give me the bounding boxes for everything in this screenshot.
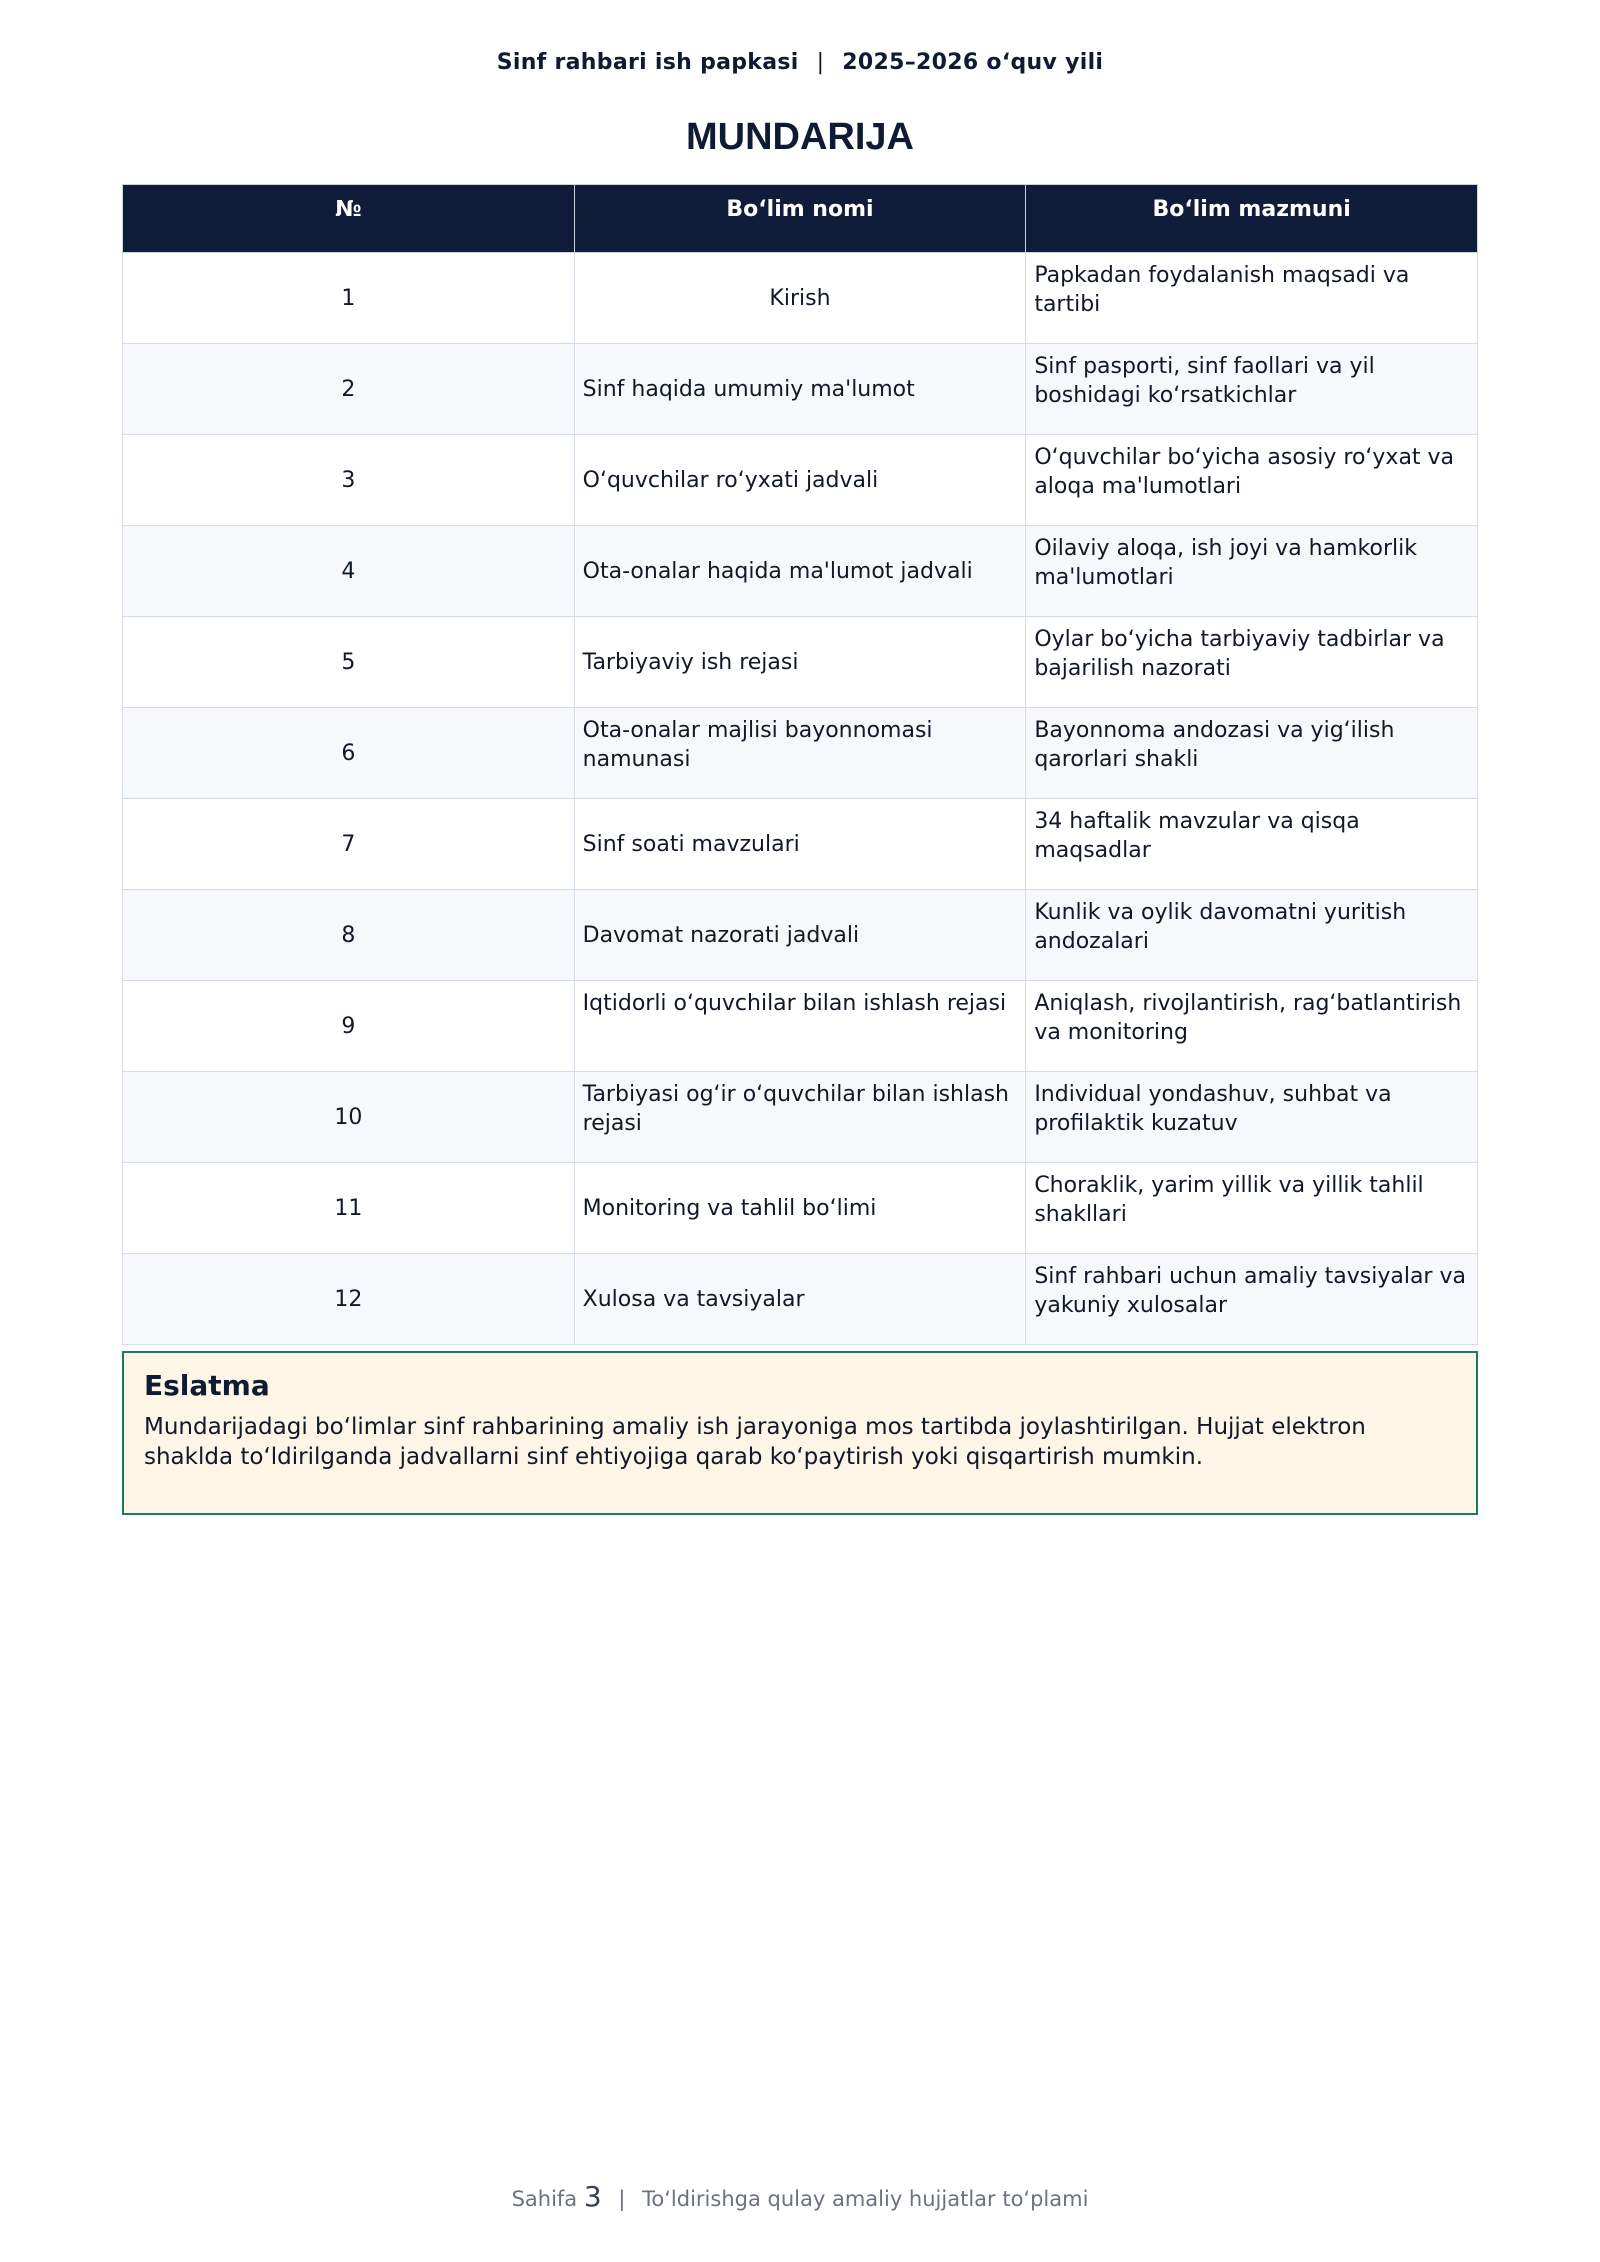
page-title: MUNDARIJA	[686, 116, 914, 158]
table-row	[123, 799, 1478, 890]
table-row	[123, 1254, 1478, 1345]
row-number: 7	[123, 799, 575, 890]
table-row	[123, 890, 1478, 981]
row-number: 6	[123, 708, 575, 799]
table-row	[123, 253, 1478, 344]
section-content: Papkadan foydalanish maqsadi va tartibi	[1026, 253, 1478, 344]
section-name: Sinf haqida umumiy ma'lumot	[574, 344, 1026, 435]
section-content: O‘quvchilar bo‘yicha asosiy ro‘yxat va aloqa ma'lumotlari	[1026, 435, 1478, 526]
section-content: Individual yondashuv, suhbat va profilaktik kuzatuv	[1026, 1072, 1478, 1163]
section-name: Sinf soati mavzulari	[574, 799, 1026, 890]
page-number: 3	[583, 2180, 602, 2213]
header-academic-year: 2025–2026 o‘quv yili	[842, 50, 1104, 75]
header-folder-title: Sinf rahbari ish papkasi	[496, 50, 799, 75]
row-number: 12	[123, 1254, 575, 1345]
contents-table	[122, 184, 1478, 1345]
section-name: Kirish	[574, 253, 1026, 344]
section-content: Aniqlash, rivojlantirish, rag‘batlantirish va monitoring	[1026, 981, 1478, 1072]
row-number: 9	[123, 981, 575, 1072]
section-name: Monitoring va tahlil bo‘limi	[574, 1163, 1026, 1254]
section-name: Ota-onalar haqida ma'lumot jadvali	[574, 526, 1026, 617]
section-name: Iqtidorli o‘quvchilar bilan ishlash rejasi	[574, 981, 1026, 1072]
row-number: 8	[123, 890, 575, 981]
footer-page-label: Sahifa	[511, 2187, 578, 2211]
table-row	[123, 435, 1478, 526]
column-header-section-content: Bo‘lim mazmuni	[1026, 185, 1478, 253]
section-name: Xulosa va tavsiyalar	[574, 1254, 1026, 1345]
section-name: Ota-onalar majlisi bayonnomasi namunasi	[574, 708, 1026, 799]
header-separator: |	[816, 50, 825, 75]
note-box	[122, 1351, 1478, 1515]
section-content: Sinf rahbari uchun amaliy tavsiyalar va yakuniy xulosalar	[1026, 1254, 1478, 1345]
row-number: 5	[123, 617, 575, 708]
table-row	[123, 1163, 1478, 1254]
page-footer	[0, 2180, 1600, 2213]
section-name: Davomat nazorati jadvali	[574, 890, 1026, 981]
section-content: Bayonnoma andozasi va yig‘ilish qarorlari shakli	[1026, 708, 1478, 799]
page-header	[0, 50, 1600, 75]
footer-separator: |	[618, 2187, 626, 2211]
note-title: Eslatma	[144, 1369, 270, 1402]
row-number: 1	[123, 253, 575, 344]
section-content: Oylar bo‘yicha tarbiyaviy tadbirlar va bajarilish nazorati	[1026, 617, 1478, 708]
row-number: 2	[123, 344, 575, 435]
column-header-number: №	[123, 185, 575, 253]
table-row	[123, 344, 1478, 435]
section-name: Tarbiyasi og‘ir o‘quvchilar bilan ishlash rejasi	[574, 1072, 1026, 1163]
row-number: 3	[123, 435, 575, 526]
section-content: Oilaviy aloqa, ish joyi va hamkorlik ma'lumotlari	[1026, 526, 1478, 617]
footer-text: To‘ldirishga qulay amaliy hujjatlar to‘plami	[642, 2187, 1089, 2211]
section-content: Choraklik, yarim yillik va yillik tahlil shakllari	[1026, 1163, 1478, 1254]
table-row	[123, 981, 1478, 1072]
section-name: O‘quvchilar ro‘yxati jadvali	[574, 435, 1026, 526]
row-number: 11	[123, 1163, 575, 1254]
section-content: Kunlik va oylik davomatni yuritish andozalari	[1026, 890, 1478, 981]
section-content: 34 haftalik mavzular va qisqa maqsadlar	[1026, 799, 1478, 890]
note-text: Mundarijadagi bo‘limlar sinf rahbarining amaliy ish jarayoniga mos tartibda joylashtirilgan. Hujjat elektron shaklda to‘ldirilganda jadvallarni sinf ehtiyojiga qarab ko‘paytirish yoki qisqartirish mumkin.	[144, 1414, 1366, 1470]
table-row	[123, 1072, 1478, 1163]
table-header-row	[123, 185, 1478, 253]
table-row	[123, 617, 1478, 708]
row-number: 10	[123, 1072, 575, 1163]
section-content: Sinf pasporti, sinf faollari va yil boshidagi ko‘rsatkichlar	[1026, 344, 1478, 435]
section-name: Tarbiyaviy ish rejasi	[574, 617, 1026, 708]
column-header-section-name: Bo‘lim nomi	[574, 185, 1026, 253]
row-number: 4	[123, 526, 575, 617]
table-row	[123, 708, 1478, 799]
table-row	[123, 526, 1478, 617]
